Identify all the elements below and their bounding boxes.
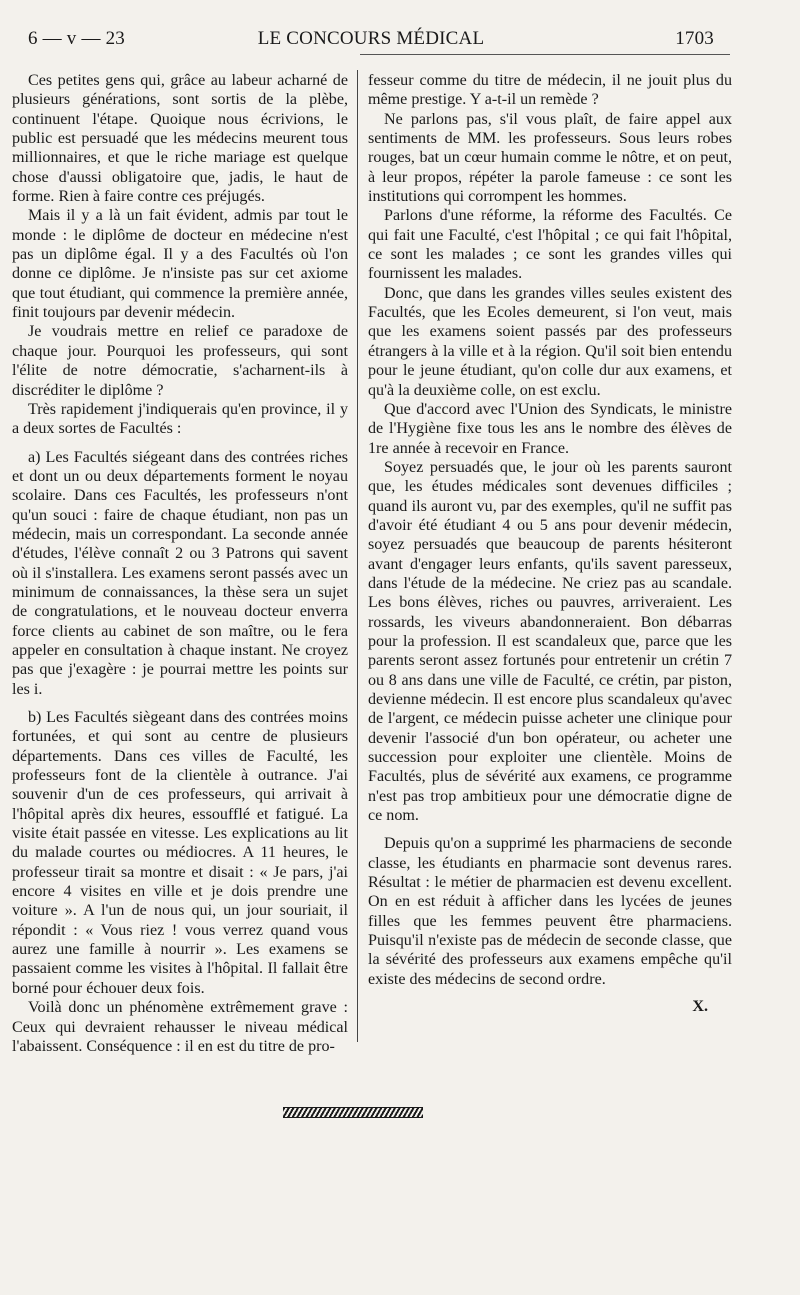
right-column <box>368 71 732 1017</box>
left-column <box>12 71 348 1056</box>
end-ornament <box>283 1107 423 1118</box>
paragraph: Soyez persuadés que, le jour où les parents sauront que, les études médicales sont devenues difficiles ; quand ils auront vu, par des exemples, qu'il ne suffit pas d'avoir été étudiant 4 ou 5 ans pour devenir médecin, soyez persuadés que beaucoup de parents hésiteront avant d'engager leurs enfants, qu'ils savent paresseux, dans l'étude de la médecine. Ne criez pas au scandale. Les bons élèves, riches ou pauvres, arriveraient. Les rossards, les viveurs abandonneraient. Bon débarras pour la profession. Il est scandaleux que, parce que les parents seront assez fortunés pour entretenir un crétin 7 ou 8 ans dans une ville de Faculté, ce crétin, par piston, devienne médecin. Il est encore plus scandaleux qu'avec de l'argent, ce médecin puisse acheter une clinique pour devenir l'associé d'un bon opérateur, ou acheter une succession pour exploiter une clientèle. Moins de Facultés, plus de sévérité aux examens, ce programme n'est pas trop ambitieux pour une démocratie digne de ce nom. <box>368 458 732 825</box>
paragraph: a) Les Facultés siégeant dans des contrées riches et dont un ou deux départements forment le noyau scolaire. Dans ces Facultés, les professeurs n'ont qu'un souci : faire de chaque étudiant, non pas un médecin, mais un correspondant. La seconde année d'études, l'élève connaît 2 ou 3 Patrons qui savent où il s'installera. Les examens seront passés avec un minimum de connaissances, la thèse sera un sujet de congratulations, et le nouveau docteur enverra force clients au cabinet de son maître, ou le fera appeler en consultation à chaque instant. Ne croyez pas que j'exagère : je pourrai mettre les points sur les i. <box>12 448 348 698</box>
column-divider <box>357 70 358 1042</box>
paragraph: Voilà donc un phénomène extrêmement grave : Ceux qui devraient rehausser le niveau médical l'abaissent. Conséquence : il en est du titre de pro- <box>12 999 348 1055</box>
journal-title: LE CONCOURS MÉDICAL <box>257 28 485 49</box>
author-signature: X. <box>692 998 708 1016</box>
paragraph: Je voudrais mettre en relief ce paradoxe de chaque jour. Pourquoi les professeurs, qui sont l'élite de notre démocratie, s'acharnent-ils à discréditer le diplôme ? <box>12 323 348 399</box>
header-rule <box>360 54 730 55</box>
paragraph: Ces petites gens qui, grâce au labeur acharné de plusieurs générations, sont sortis de la plèbe, continuent l'étape. Quoique nous écrivions, le public est persuadé que les médecins meurent tous millionnaires, et que le riche mariage est quelque chose d'aussi obligatoire que, jadis, le haut de forme. Rien à faire contre ces préjugés. <box>12 72 348 206</box>
paragraph: fesseur comme du titre de médecin, il ne jouit plus du même prestige. Y a-t-il un remède ? <box>368 72 732 109</box>
page-number: 1703 <box>675 28 714 49</box>
paragraph: Depuis qu'on a supprimé les pharmaciens de seconde classe, les étudiants en pharmacie sont devenus rares. Résultat : le métier de pharmacien est devenu excellent. On en est réduit à afficher dans les lycées de jeunes filles que les femmes peuvent être pharmaciens. Puisqu'il n'existe pas de médecin de seconde classe, que la sévérité des professeurs aux examens empêche qu'il existe des médecins de second ordre. <box>368 835 732 988</box>
issue-date: 6 — v — 23 <box>28 28 125 49</box>
paragraph: Mais il y a là un fait évident, admis par tout le monde : le diplôme de docteur en médecine n'est pas un diplôme égal. Il y a des Facultés où l'on donne ce diplôme. Je n'insiste pas sur cet axiome que tout étudiant, qui commence la première année, finit toujours par devenir médecin. <box>12 207 348 322</box>
paragraph: Très rapidement j'indiquerais qu'en province, il y a deux sortes de Facultés : <box>12 400 348 438</box>
paragraph: Ne parlons pas, s'il vous plaît, de faire appel aux sentiments de MM. les professeurs. Sous leurs robes rouges, bat un cœur humain comme le nôtre, et on peut, à leur propos, répéter la parole fameuse : ce sont les institutions qui corrompent les hommes. <box>368 110 732 206</box>
paragraph: Parlons d'une réforme, la réforme des Facultés. Ce qui fait une Faculté, c'est l'hôpital ; ce qui fait l'hôpital, ce sont les malades ; ce sont les grandes villes qui fournissent les malades. <box>368 207 732 283</box>
paragraph: b) Les Facultés siègeant dans des contrées moins fortunées, et qui sont au centre de plusieurs départements. Dans ces villes de Faculté, les professeurs font de la clientèle à outrance. J'ai souvenir d'un de ces professeurs, qui arrivait à l'hôpital après dix heures, essoufflé et fatigué. La visite était passée en vitesse. Les explications au lit du malade courtes ou médiocres. A 11 heures, le professeur tirait sa montre et disait : « Je pars, j'ai encore 4 visites en ville et je dois prendre une voiture ». A l'un de nous qui, un jour souriait, il répondit : « Vous riez ! vous verrez quand vous aurez une famille à nourrir ». Les examens se passaient comme les visites à l'hôpital. Il fallait être borné pour échouer deux fois. <box>12 709 348 997</box>
paragraph: Que d'accord avec l'Union des Syndicats, le ministre de l'Hygiène fixe tous les ans le nombre des élèves de 1re année à recevoir en France. <box>368 400 732 457</box>
paragraph: Donc, que dans les grandes villes seules existent des Facultés, que les Ecoles demeurent, si l'on veut, mais que les examens soient passés par des professeurs étrangers à la ville et à la région. Qu'il soit bien entendu pour le jeune étudiant, qu'on colle dur aux examens, et qu'à la deuxième colle, on est exclu. <box>368 284 732 399</box>
page-header <box>28 28 714 52</box>
